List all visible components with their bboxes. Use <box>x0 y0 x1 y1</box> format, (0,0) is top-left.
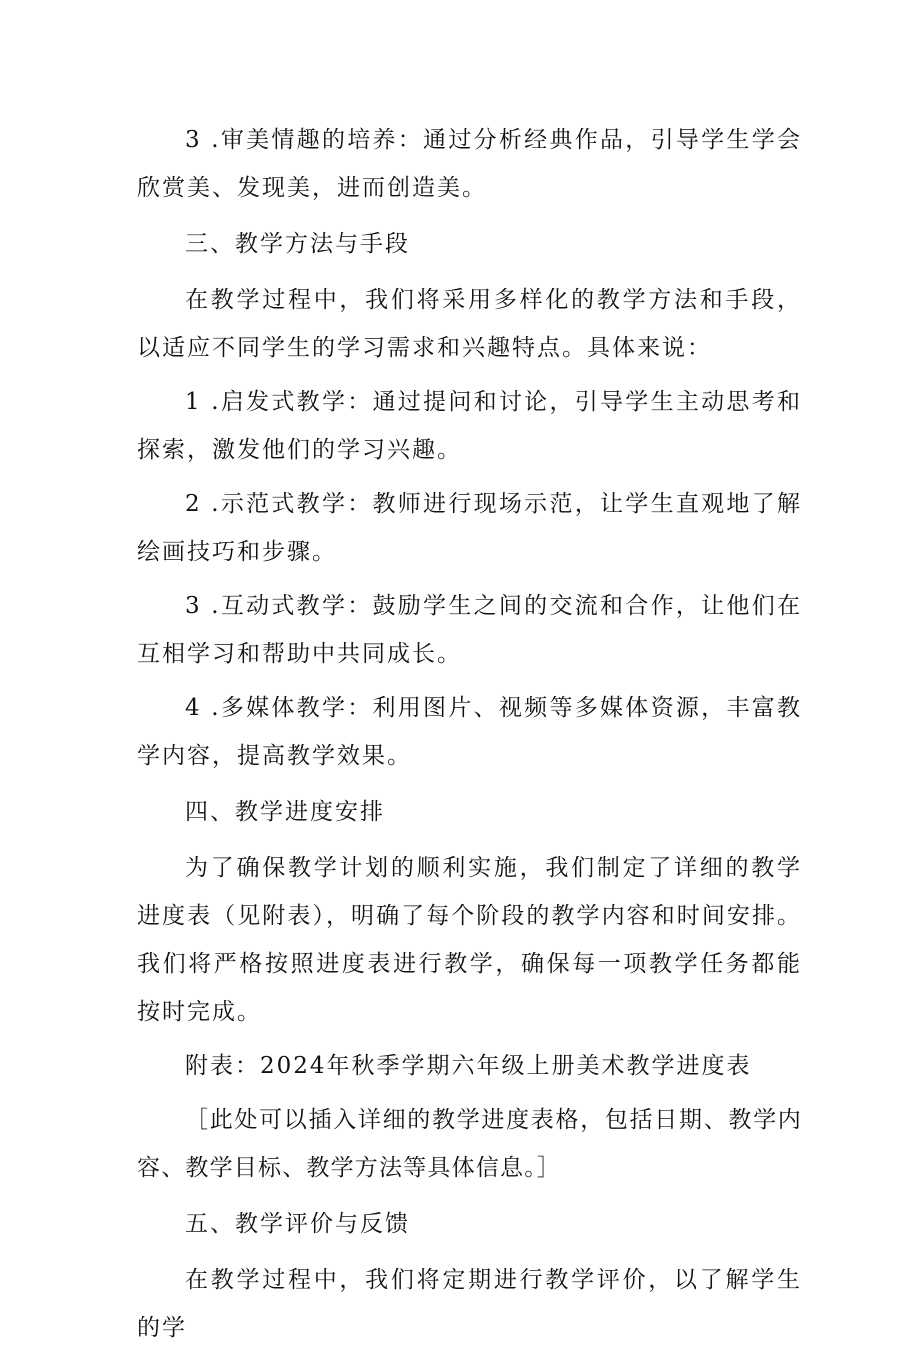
document-body <box>137 116 802 1352</box>
paragraph-gap <box>137 780 802 786</box>
paragraph-gap <box>137 212 802 218</box>
paragraph-method-multimedia: 4 .多媒体教学：利用图片、视频等多媒体资源，丰富教学内容，提高教学效果。 <box>137 695 802 769</box>
section-heading-teaching-methods: 三、教学方法与手段 <box>185 231 410 257</box>
paragraph-aesthetic-goal: 3 .审美情趣的培养：通过分析经典作品，引导学生学会欣赏美、发现美，进而创造美。 <box>137 127 802 201</box>
paragraph-schedule: 为了确保教学计划的顺利实施，我们制定了详细的教学进度表（见附表），明确了每个阶段的教学内容和时间安排。我们将严格按照进度表进行教学，确保每一项教学任务都能按时完成。 <box>137 855 802 1025</box>
section-heading-evaluation: 五、教学评价与反馈 <box>185 1211 410 1237</box>
paragraph-method-heuristic: 1 .启发式教学：通过提问和讨论，引导学生主动思考和探索，激发他们的学习兴趣。 <box>137 389 802 463</box>
paragraph-gap <box>137 1192 802 1198</box>
paragraph-method-interactive: 3 .互动式教学：鼓励学生之间的交流和合作，让他们在互相学习和帮助中共同成长。 <box>137 593 802 667</box>
paragraph-evaluation: 在教学过程中，我们将定期进行教学评价，以了解学生的学 <box>137 1267 802 1341</box>
section-heading-schedule: 四、教学进度安排 <box>185 799 385 825</box>
paragraph-methods-intro: 在教学过程中，我们将采用多样化的教学方法和手段，以适应不同学生的学习需求和兴趣特点。具体来说： <box>137 287 802 361</box>
paragraph-method-demonstration: 2 .示范式教学：教师进行现场示范，让学生直观地了解绘画技巧和步骤。 <box>137 491 802 565</box>
paragraph-appendix-title: 附表：2024年秋季学期六年级上册美术教学进度表 <box>185 1053 752 1079</box>
paragraph-appendix-placeholder: ［此处可以插入详细的教学进度表格，包括日期、教学内容、教学目标、教学方法等具体信息。］ <box>137 1107 802 1181</box>
